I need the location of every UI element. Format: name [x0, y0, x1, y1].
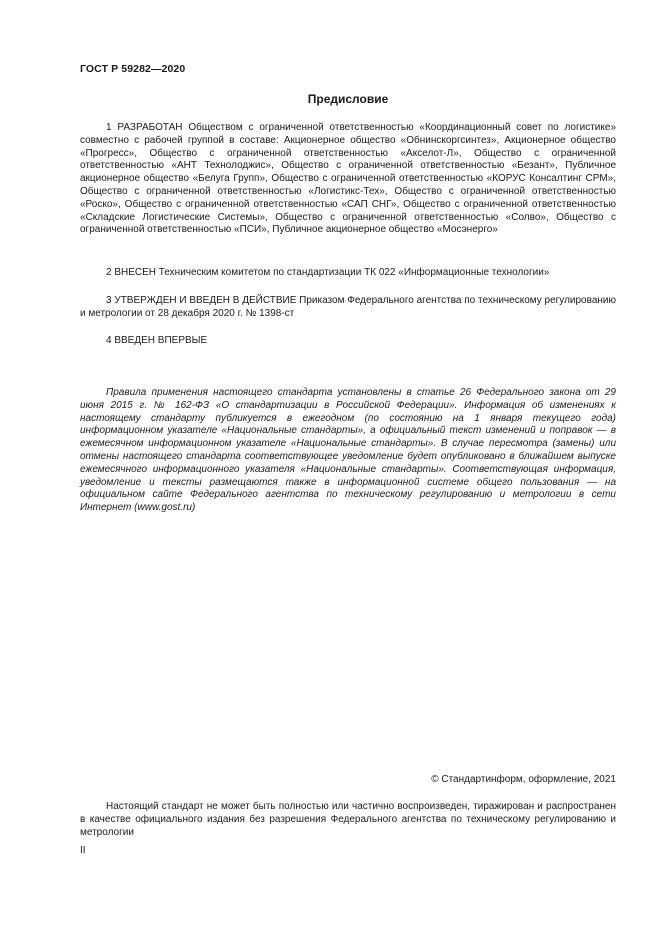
application-rules-notice: Правила применения настоящего стандарта установлены в статье 26 Федерального закона от 29 июня 2015 г. № 162-ФЗ «О стандартизации в Российской Федерации». Информация об изменениях к настоящему стандарту публикуется в ежегодном (по состоянию на 1 января текущего года) информационном указателе «Национальные стандарты», а официальный текст изменений и поправок — в ежемесячном информационном указателе «Национальные стандарты». В случае пересмотра (замены) или отмены настоящего стандарта соответствующее уведомление будет опубликовано в ближайшем выпуске ежемесячного информационного указателя «Национальные стандарты». Соответствующая информация, уведомление и тексты размещаются также в информационной системе общего пользования — на официальном сайте Федерального агентства по техническому регулированию и метрологии в сети Интернет (www.gost.ru): [80, 387, 616, 514]
page-number: II: [80, 845, 86, 856]
copyright-line: © Стандартинформ, оформление, 2021: [431, 774, 616, 785]
reproduction-note: Настоящий стандарт не может быть полностью или частично воспроизведен, тиражирован и распространен в качестве официального издания без разрешения Федерального агентства по техническому регулированию и метрологии: [80, 801, 616, 838]
preface-item-approved: 3 УТВЕРЖДЕН И ВВЕДЕН В ДЕЙСТВИЕ Приказом Федерального агентства по техническому регулированию и метрологии от 28 декабря 2020 г. № 1398-ст: [80, 295, 616, 319]
preface-item-developed: 1 РАЗРАБОТАН Обществом с ограниченной ответственностью «Координационный совет по логистике» совместно с рабочей группой в составе: Акционерное общество «Обнинскоргсинтез», Акционерное общество «Прогресс», Общество с ограниченной ответственностью «Акселот-Л», Общество с ограниченной ответственностью «АНТ Технолоджис», Общество с ограниченной ответственностью «Безант», Публичное акционерное общество «Белуга Групп», Общество с ограниченной ответственностью «КОРУС Консалтинг СРМ», Общество с ограниченной ответственностью «Логистикс-Тех», Общество с ограниченной ответственностью «Роско», Общество с ограниченной ответственностью «САП СНГ», Общество с ограниченной ответственностью «Складские Логистические Системы», Общество с ограниченной ответственностью «Солво», Общество с ограниченной ответственностью «ПСИ», Публичное акционерное общество «Мосэнерго»: [80, 122, 616, 236]
preface-title: Предисловие: [307, 92, 389, 106]
preface-item-submitted: 2 ВНЕСЕН Техническим комитетом по стандартизации ТК 022 «Информационные технологии»: [106, 267, 550, 278]
preface-item-introduced: 4 ВВЕДЕН ВПЕРВЫЕ: [106, 335, 208, 346]
standard-number: ГОСТ Р 59282—2020: [80, 63, 186, 75]
